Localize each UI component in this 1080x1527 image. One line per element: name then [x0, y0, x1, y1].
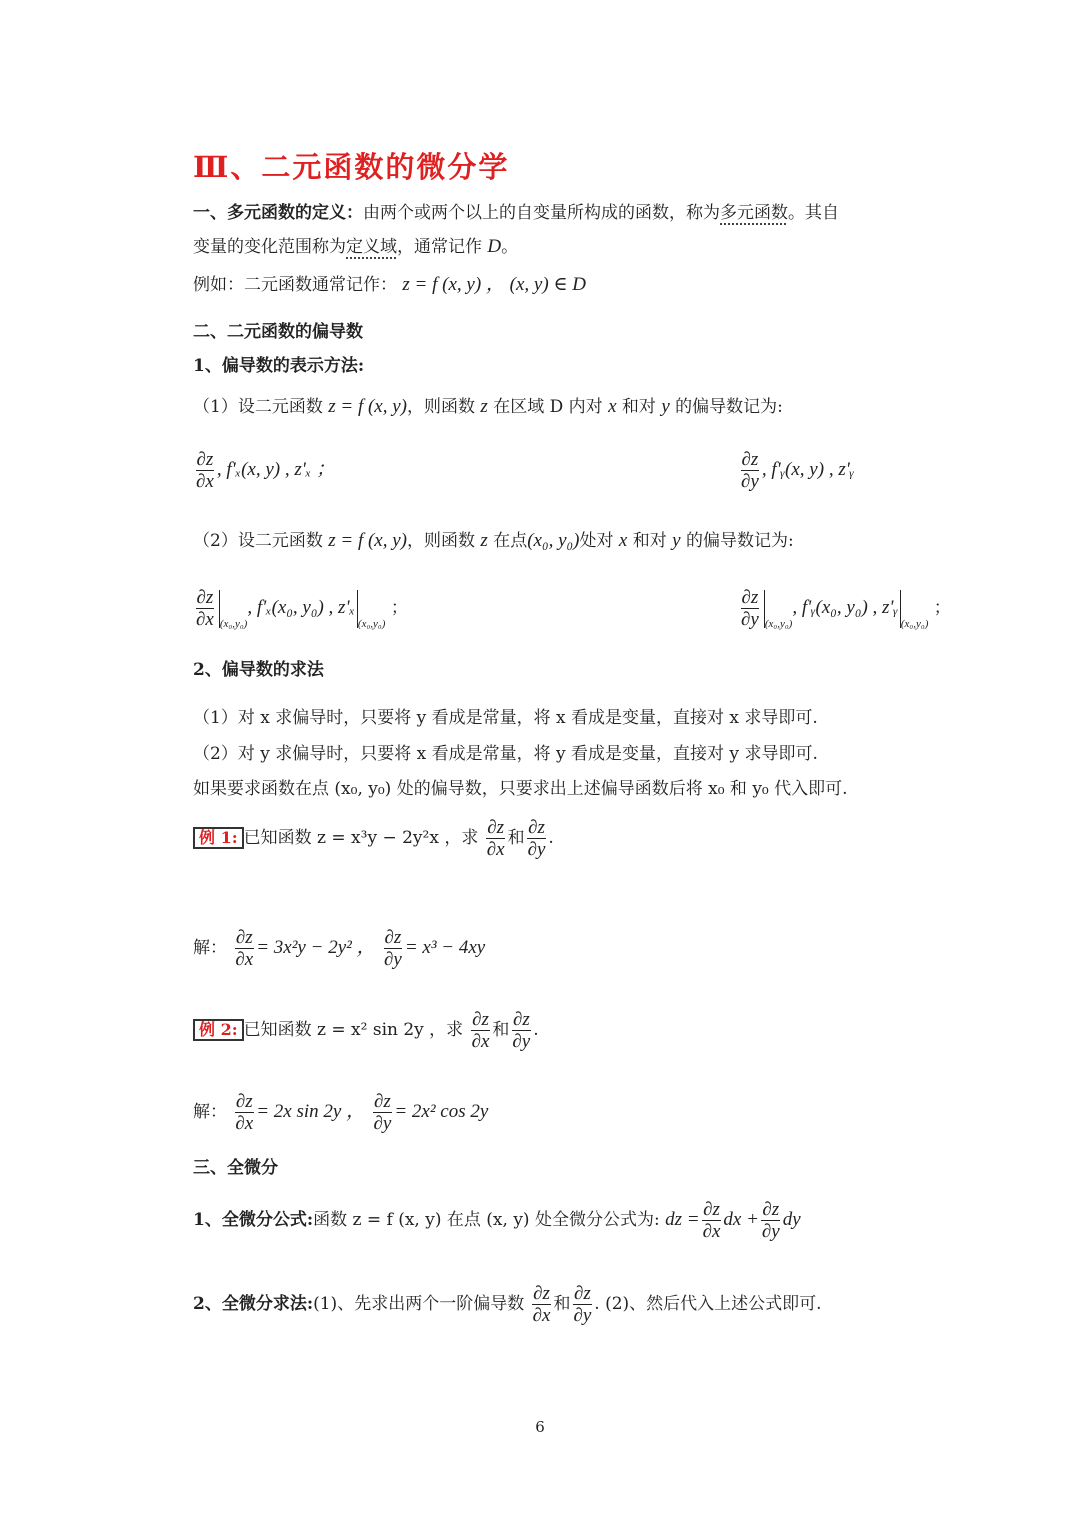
partial-fraction: $\frac{\partial z}{\partial x}$ — [196, 449, 214, 492]
notation-row-2: $\frac{\partial z}{\partial x}$ $_{(x_0,y_0)}$, f'ₓ(x₀, y₀) , z'ₓ$_{(x_0,y_0)}$ ； $\frac{\partial z}{\partial y}$ $_{(x_0,y_0)}$, f'ᵧ(x₀, y₀) , z'ᵧ$_{(x_0,y_0)}$ ； — [196, 587, 951, 630]
subsection-notation: 1、偏导数的表示方法: — [193, 356, 365, 376]
page-title: Ⅲ、二元函数的微分学 — [193, 150, 510, 184]
paragraph-2: （2）设二元函数 z = f (x, y)，则函数 z 在点(x₀, y₀)处对 x 和对 y 的偏导数记为: — [193, 530, 794, 551]
solution-1: 解： $\frac{\partial z}{\partial x}$ = 3x²y − 2y² ， $\frac{\partial z}{\partial y}$ = x³ − 4xy — [193, 927, 486, 970]
term-multivariate-function: 多元函数 — [720, 203, 788, 223]
subsection-computation: 2、偏导数的求法 — [193, 660, 324, 680]
section-heading-partial: 二、二元函数的偏导数 — [193, 322, 363, 342]
rule-1: （1）对 x 求偏导时，只要将 y 看成是常量，将 x 看成是变量，直接对 x 求导即可. — [193, 708, 818, 728]
example-1: 例 1: 已知函数 z = x³y − 2y²x ，求 $\frac{\partial z}{\partial x}$ 和 $\frac{\partial z}{\partial y}$ . — [193, 818, 930, 859]
section-heading: 一、多元函数的定义： — [193, 203, 363, 223]
notation-row-1: $\frac{\partial z}{\partial x}$ , f'ₓ(x, y) , z'ₓ ； $\frac{\partial z}{\partial y}$ , f'ᵧ(x, y) , z'ᵧ — [196, 449, 855, 492]
paragraph-1: （1）设二元函数 z = f (x, y)，则函数 z 在区域 D 内对 x 和对 y 的偏导数记为: — [193, 396, 783, 417]
total-differential-formula: 1、全微分公式:函数 z = f (x, y) 在点 (x, y) 处全微分公式为: dz = $\frac{\partial z}{\partial x}$ dx + $\frac{\partial z}{\partial y}$ dy — [193, 1199, 801, 1242]
definition-line-2: 变量的变化范围称为定义域，通常记作 D。 — [193, 236, 519, 257]
term-domain: 定义域 — [346, 237, 397, 257]
page-number: 6 — [535, 1418, 545, 1436]
solution-2: 解： $\frac{\partial z}{\partial x}$ = 2x sin 2y ， $\frac{\partial z}{\partial y}$ = 2x² cos 2y — [193, 1091, 489, 1134]
example-tag: 例 1: — [193, 827, 244, 849]
rule-2: （2）对 y 求偏导时，只要将 x 看成是常量，将 y 看成是变量，直接对 y 求导即可. — [193, 744, 818, 764]
example-notation: 例如：二元函数通常记作： z = f (x, y) ， (x, y) ∈ D — [193, 274, 586, 295]
notation-row-1-right: $\frac{\partial z}{\partial y}$ , f'ᵧ(x, y) , z'ᵧ — [741, 449, 855, 492]
example-2: 例 2: 已知函数 z = x² sin 2y ，求 $\frac{\partial z}{\partial x}$ 和 $\frac{\partial z}{\partial y}$ . — [193, 1010, 930, 1051]
total-differential-method: 2、全微分求法:(1)、先求出两个一阶偏导数 $\frac{\partial z}{\partial x}$ 和 $\frac{\partial z}{\partial y}$ . (2)、然后代入上述公式即可. — [193, 1283, 822, 1326]
example-tag: 例 2: — [193, 1019, 244, 1041]
definition-line-1: 一、多元函数的定义：由两个或两个以上的自变量所构成的函数，称为多元函数。其自 — [193, 203, 839, 223]
rule-3: 如果要求函数在点 (x₀, y₀) 处的偏导数，只要求出上述偏导函数后将 x₀ 和 y₀ 代入即可. — [193, 779, 848, 799]
notation-row-2-right: $\frac{\partial z}{\partial y}$ $_{(x_0,y_0)}$, f'ᵧ(x₀, y₀) , z'ᵧ$_{(x_0,y_0)}$ ； — [741, 587, 951, 630]
section-heading-total-differential: 三、全微分 — [193, 1158, 278, 1178]
formula: z = f (x, y) ， (x, y) ∈ D — [402, 274, 586, 295]
